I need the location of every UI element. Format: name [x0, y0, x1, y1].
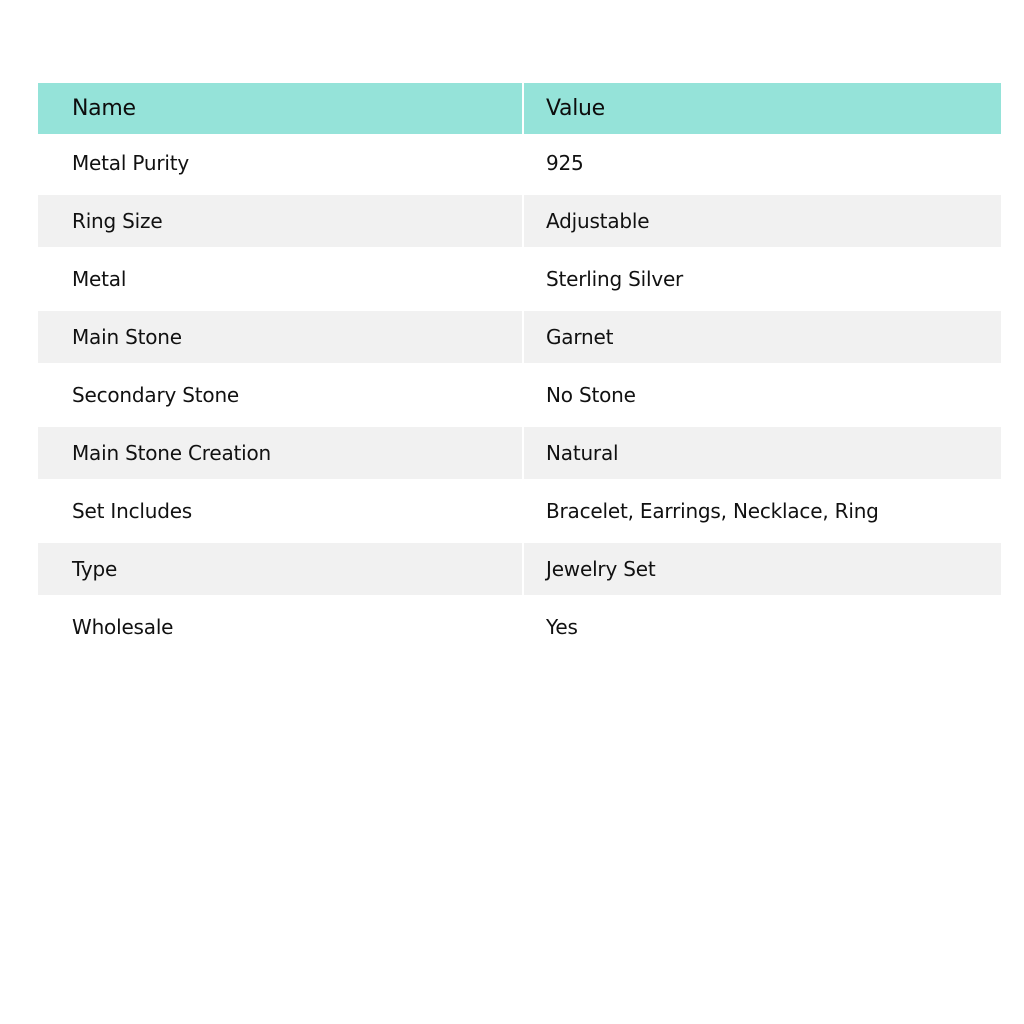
table-row	[38, 542, 1001, 597]
table-row	[38, 365, 1001, 426]
column-header-name: Name	[38, 83, 523, 134]
header-row	[38, 83, 1001, 134]
attribute-name-cell: Ring Size	[38, 194, 523, 249]
attribute-value-cell: Natural	[523, 426, 1001, 481]
table-row	[38, 194, 1001, 249]
table-row	[38, 597, 1001, 657]
attribute-value-cell: No Stone	[523, 365, 1001, 426]
attribute-name-cell: Metal	[72, 267, 127, 291]
attribute-value-cell: Sterling Silver	[523, 249, 1001, 310]
table-header	[38, 83, 1001, 134]
attribute-value-cell: 925	[523, 134, 1001, 194]
table-row	[38, 310, 1001, 365]
column-header-value: Value	[523, 83, 1001, 134]
attribute-name-cell: Main Stone	[38, 310, 523, 365]
specifications-table	[38, 83, 1001, 656]
attribute-value-cell: Yes	[523, 597, 1001, 657]
attribute-name-cell: Set Includes	[72, 499, 193, 523]
attribute-value-cell: Bracelet, Earrings, Necklace, Ring	[523, 481, 1001, 542]
attribute-name-cell: Main Stone Creation	[38, 426, 523, 481]
table-row	[38, 481, 1001, 542]
attribute-name-cell: Metal Purity	[72, 151, 190, 175]
attribute-value-cell: Adjustable	[523, 194, 1001, 249]
table-row	[38, 249, 1001, 310]
table-row	[38, 134, 1001, 194]
attribute-name-cell: Wholesale	[72, 615, 174, 639]
table-row	[38, 426, 1001, 481]
attribute-name-cell: Secondary Stone	[72, 383, 240, 407]
attribute-value-cell: Jewelry Set	[523, 542, 1001, 597]
attribute-name-cell: Type	[38, 542, 523, 597]
table-body	[38, 134, 1001, 656]
attribute-value-cell: Garnet	[523, 310, 1001, 365]
